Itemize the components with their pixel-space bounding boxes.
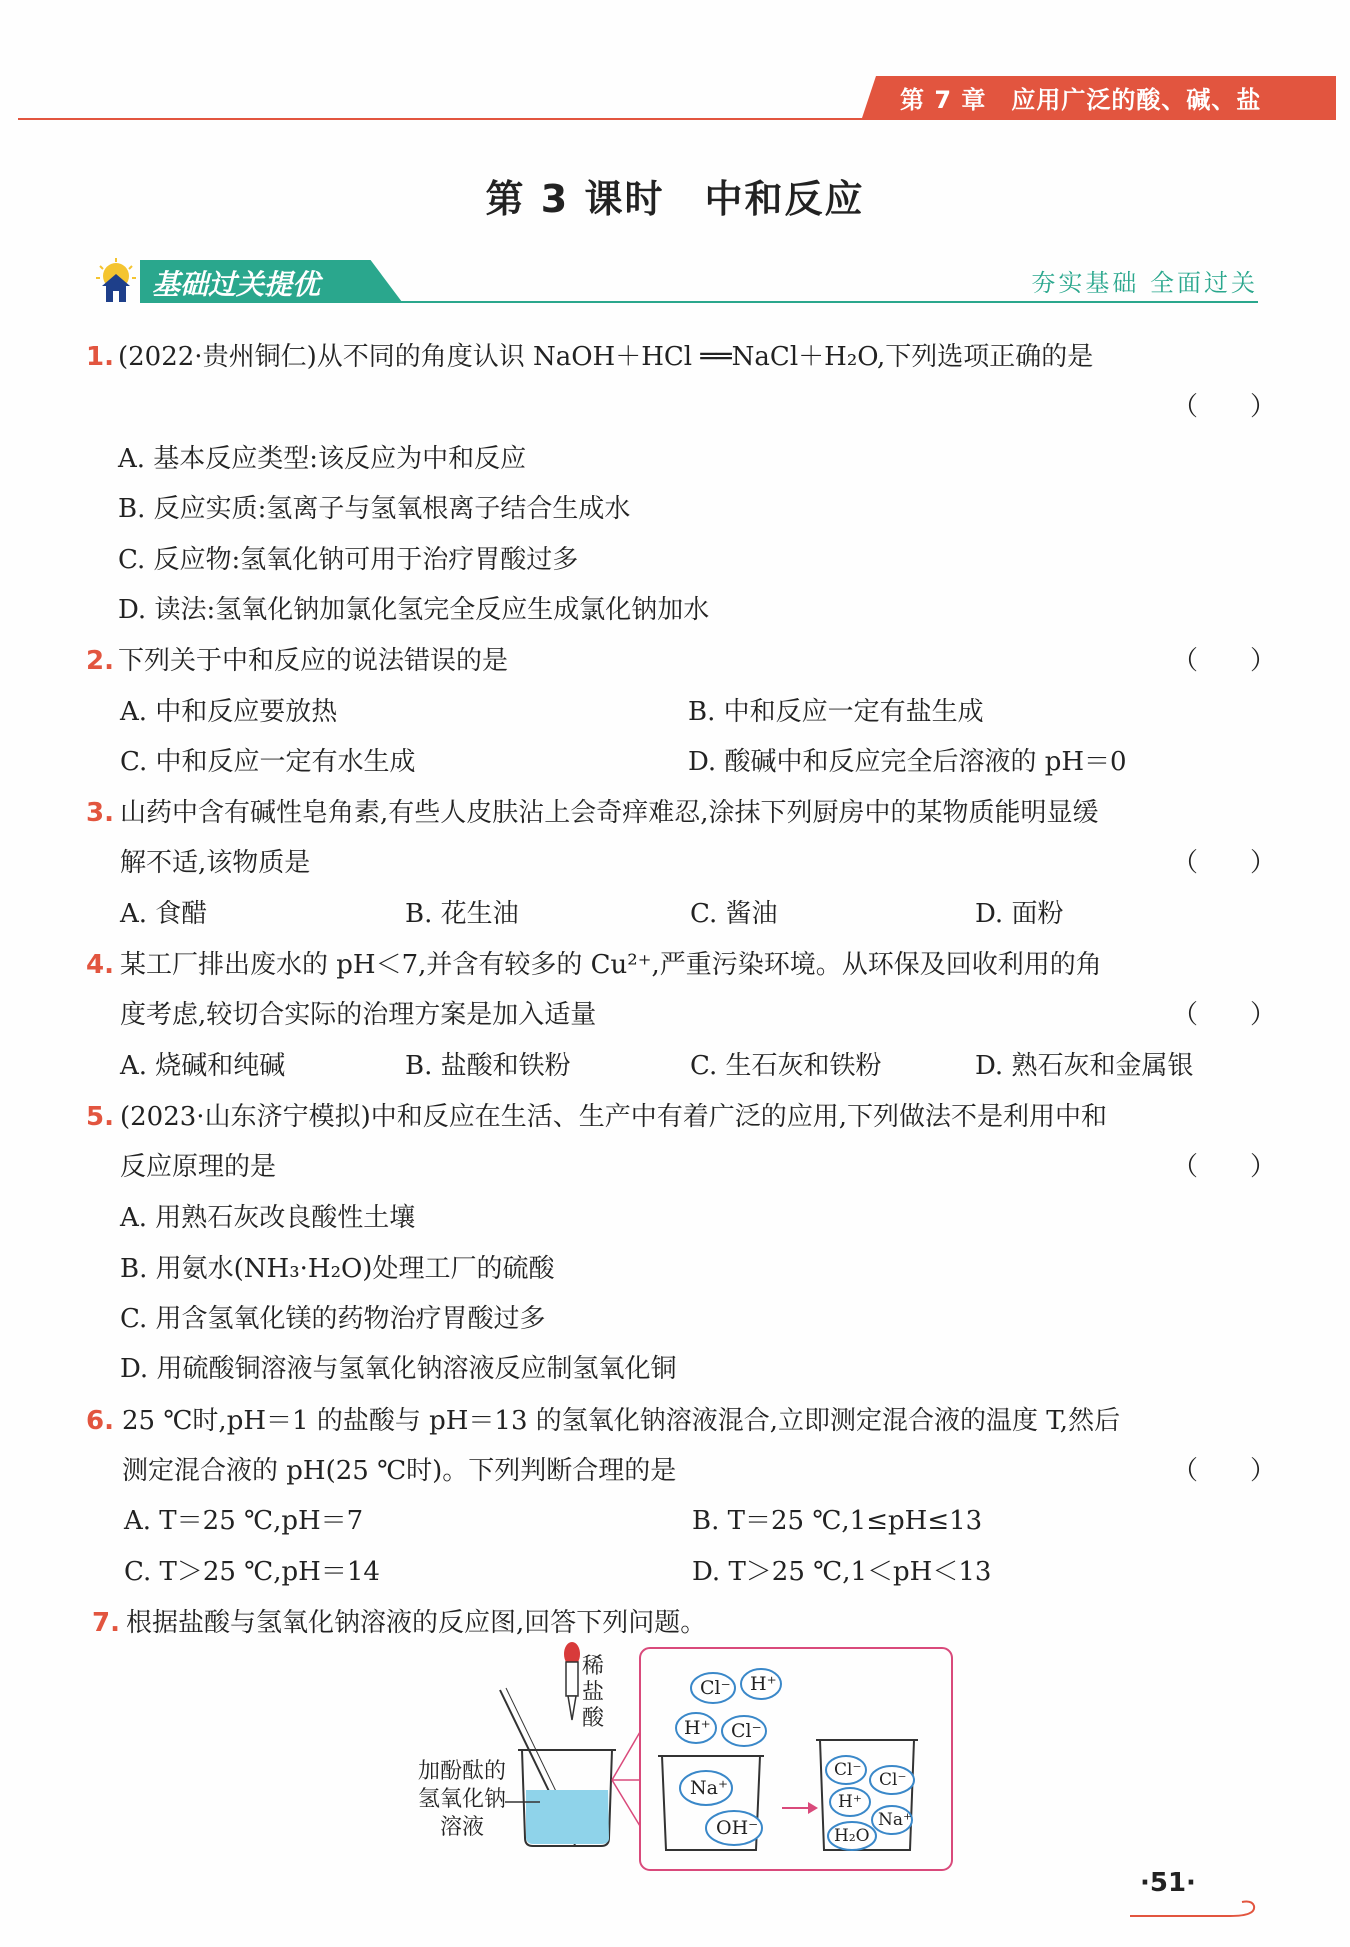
question-number: 2.	[86, 646, 114, 676]
ion-label: Cl⁻	[879, 1770, 907, 1790]
option[interactable]: B. 花生油	[405, 899, 519, 929]
option[interactable]: C. 酱油	[690, 899, 778, 929]
ion-label: Cl⁻	[700, 1677, 731, 1699]
ion-label: OH⁻	[716, 1817, 759, 1839]
lesson-title: 第 3 课时 中和反应	[485, 177, 865, 221]
question-number: 3.	[86, 798, 114, 828]
question-text: 某工厂排出废水的 pH＜7,并含有较多的 Cu²⁺,严重污染环境。从环保及回收利用的角	[120, 950, 1102, 980]
question-text: (2023·山东济宁模拟)中和反应在生活、生产中有着广泛的应用,下列做法不是利用中和	[120, 1102, 1107, 1132]
option[interactable]: B. 反应实质:氢离子与氢氧根离子结合生成水	[118, 494, 631, 524]
ion-label: H₂O	[834, 1826, 870, 1846]
option[interactable]: D. 酸碱中和反应完全后溶液的 pH＝0	[688, 747, 1127, 777]
question-text: 下列关于中和反应的说法错误的是	[118, 646, 509, 676]
option[interactable]: A. 基本反应类型:该反应为中和反应	[118, 444, 527, 474]
option[interactable]: A. 中和反应要放热	[120, 697, 338, 727]
house-sun-icon	[92, 256, 140, 306]
answer-blank[interactable]: （ ）	[1172, 848, 1277, 878]
question-number: 6.	[86, 1406, 114, 1436]
option[interactable]: B. 用氨水(NH₃·H₂O)处理工厂的硫酸	[120, 1254, 555, 1284]
question-number: 4.	[86, 950, 114, 980]
section-title: 基础过关提优	[152, 268, 321, 301]
question-text: (2022·贵州铜仁)从不同的角度认识 NaOH＋HCl ══NaCl＋H₂O,下列选项正确的是	[118, 342, 1094, 372]
question-text: 测定混合液的 pH(25 ℃时)。下列判断合理的是	[122, 1456, 677, 1486]
question-text: 25 ℃时,pH＝1 的盐酸与 pH＝13 的氢氧化钠溶液混合,立即测定混合液的温度 T,然后	[122, 1406, 1121, 1436]
chapter-title: 第 7 章 应用广泛的酸、碱、盐	[900, 86, 1262, 114]
question-number: 7.	[92, 1608, 120, 1638]
ion-label: Na⁺	[878, 1810, 912, 1830]
option[interactable]: C. T＞25 ℃,pH＝14	[124, 1557, 380, 1587]
page-number: ·51·	[1140, 1868, 1196, 1898]
option[interactable]: D. 读法:氢氧化钠加氯化氢完全反应生成氯化钠加水	[118, 595, 710, 625]
ion-label: Cl⁻	[731, 1720, 762, 1742]
option[interactable]: D. 熟石灰和金属银	[975, 1051, 1194, 1081]
answer-blank[interactable]: （ ）	[1172, 1152, 1277, 1182]
answer-blank[interactable]: （ ）	[1172, 646, 1277, 676]
ion-label: H⁺	[684, 1717, 711, 1739]
section-rule	[140, 301, 1258, 303]
question-text: 根据盐酸与氢氧化钠溶液的反应图,回答下列问题。	[126, 1608, 707, 1638]
option[interactable]: B. 盐酸和铁粉	[405, 1051, 571, 1081]
question-text: 山药中含有碱性皂角素,有些人皮肤沾上会奇痒难忍,涂抹下列厨房中的某物质能明显缓	[120, 798, 1099, 828]
ion-label: H⁺	[750, 1673, 777, 1695]
option[interactable]: D. T＞25 ℃,1＜pH＜13	[692, 1557, 992, 1587]
question-text: 度考虑,较切合实际的治理方案是加入适量	[120, 1000, 597, 1030]
option[interactable]: B. T＝25 ℃,1≤pH≤13	[692, 1506, 983, 1536]
page-swoosh-icon	[1130, 1898, 1260, 1920]
dropper-icon	[564, 1642, 580, 1720]
beaker-label: 加酚酞的 氢氧化钠 溶液	[418, 1759, 507, 1840]
question-text: 解不适,该物质是	[120, 848, 311, 878]
question-number: 1.	[86, 342, 114, 372]
header-rule	[18, 118, 1336, 120]
dropper-label: 稀 盐 酸	[582, 1654, 605, 1731]
option[interactable]: D. 用硫酸铜溶液与氢氧化钠溶液反应制氢氧化铜	[120, 1354, 677, 1384]
option[interactable]: C. 生石灰和铁粉	[690, 1051, 882, 1081]
question-text: 反应原理的是	[120, 1152, 277, 1182]
option[interactable]: C. 中和反应一定有水生成	[120, 747, 416, 777]
answer-blank[interactable]: （ ）	[1172, 392, 1277, 422]
option[interactable]: C. 用含氢氧化镁的药物治疗胃酸过多	[120, 1304, 546, 1334]
option[interactable]: D. 面粉	[975, 899, 1064, 929]
ion-label: Na⁺	[690, 1777, 728, 1799]
option[interactable]: C. 反应物:氢氧化钠可用于治疗胃酸过多	[118, 545, 579, 575]
option[interactable]: B. 中和反应一定有盐生成	[688, 697, 984, 727]
answer-blank[interactable]: （ ）	[1172, 1000, 1277, 1030]
question-number: 5.	[86, 1102, 114, 1132]
answer-blank[interactable]: （ ）	[1172, 1456, 1277, 1486]
section-slogan: 夯实基础 全面过关	[1031, 269, 1258, 297]
ion-label: Cl⁻	[834, 1760, 862, 1780]
option[interactable]: A. 用熟石灰改良酸性土壤	[120, 1203, 416, 1233]
option[interactable]: A. T＝25 ℃,pH＝7	[124, 1506, 364, 1536]
option[interactable]: A. 烧碱和纯碱	[120, 1051, 286, 1081]
ion-label: H⁺	[838, 1792, 862, 1812]
option[interactable]: A. 食醋	[120, 899, 208, 929]
reaction-diagram	[410, 1640, 970, 1880]
